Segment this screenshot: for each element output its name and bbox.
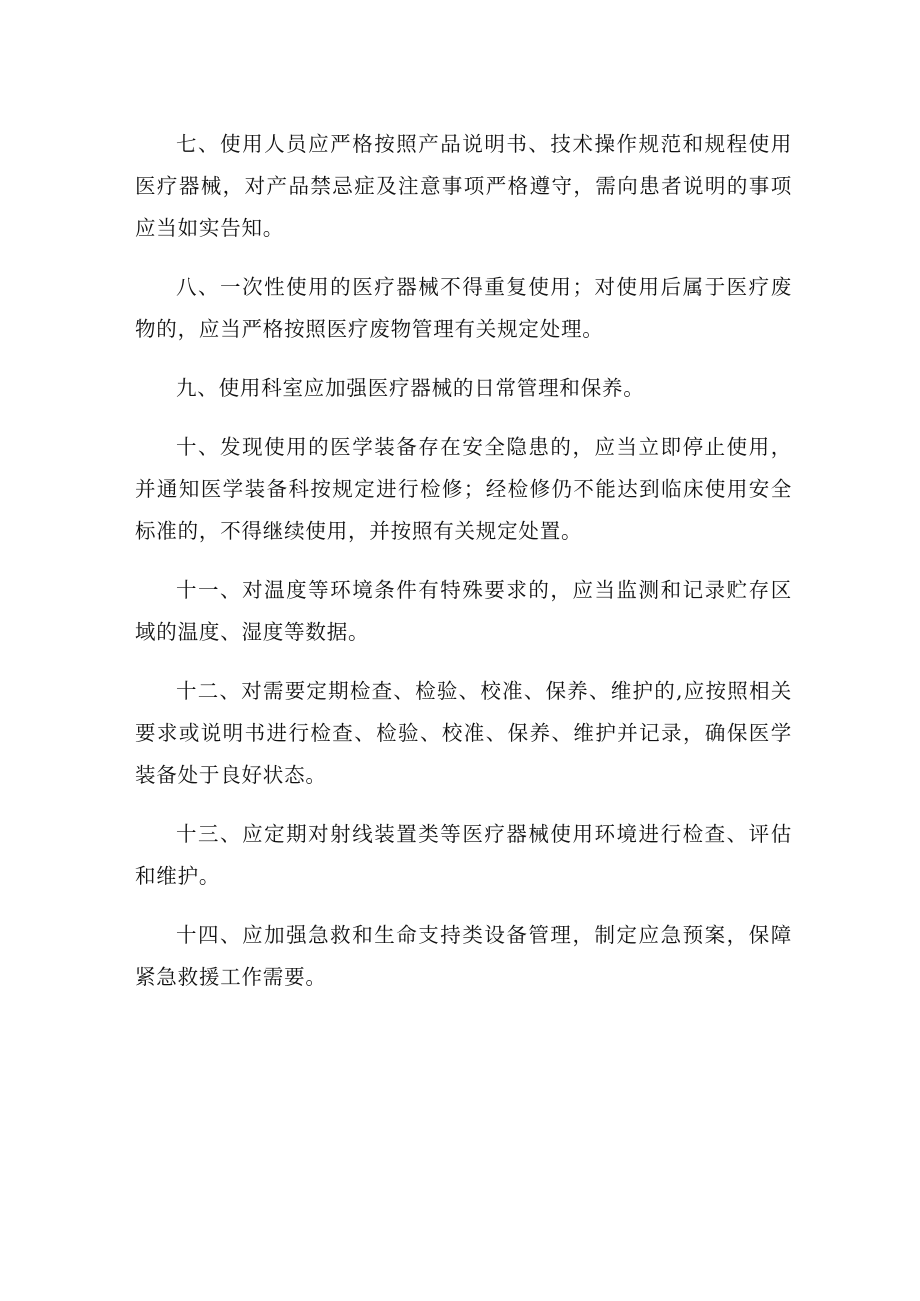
paragraph-item-8: 八、一次性使用的医疗器械不得重复使用；对使用后属于医疗废物的，应当严格按照医疗废物管理有关规定处理。 xyxy=(135,275,792,341)
paragraph-item-13: 十三、应定期对射线装置类等医疗器械使用环境进行检查、评估和维护。 xyxy=(135,822,792,888)
paragraph-item-12: 十二、对需要定期检查、检验、校准、保养、维护的,应按照相关要求或说明书进行检查、检验、校准、保养、维护并记录，确保医学装备处于良好状态。 xyxy=(135,679,792,787)
paragraph-item-9: 九、使用科室应加强医疗器械的日常管理和保养。 xyxy=(176,376,645,400)
paragraph-item-11: 十一、对温度等环境条件有特殊要求的，应当监测和记录贮存区域的温度、湿度等数据。 xyxy=(135,578,792,644)
paragraph-item-7: 七、使用人员应严格按照产品说明书、技术操作规范和规程使用医疗器械，对产品禁忌症及注意事项严格遵守，需向患者说明的事项应当如实告知。 xyxy=(135,132,792,240)
paragraph-item-10: 十、发现使用的医学装备存在安全隐患的，应当立即停止使用，并通知医学装备科按规定进行检修；经检修仍不能达到临床使用安全标准的，不得继续使用，并按照有关规定处置。 xyxy=(135,435,792,543)
paragraph-item-14: 十四、应加强急救和生命支持类设备管理，制定应急预案，保障紧急救援工作需要。 xyxy=(135,923,792,989)
